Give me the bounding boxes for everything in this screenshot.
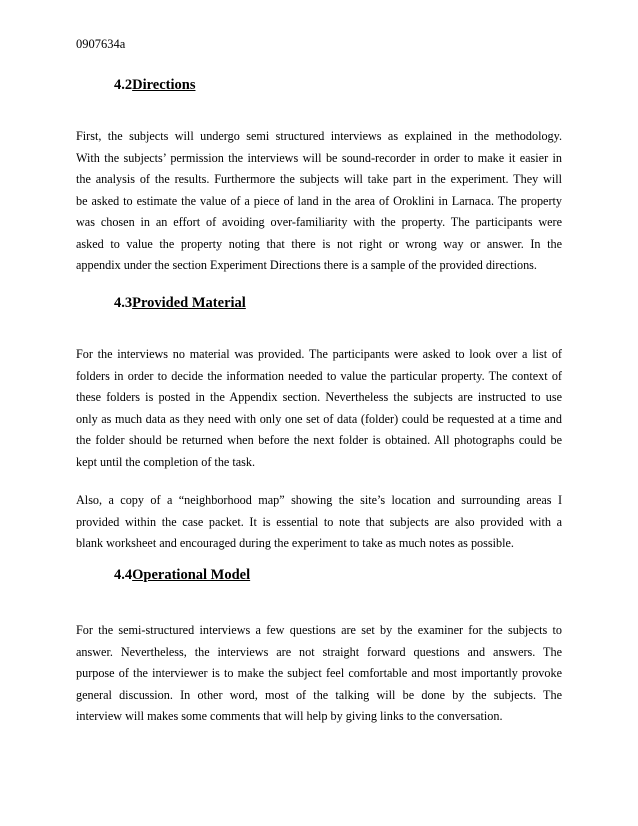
paragraph-provided-material-1: [76, 344, 562, 473]
text-line: be asked to estimate the value of a piece of land in the area of Oroklini in Larnaca. The property: [76, 193, 562, 208]
section-number: 4.4: [114, 567, 133, 583]
text-line: First, the subjects will undergo semi structured interviews as explained in the methodology.: [76, 129, 562, 143]
section-number: 4.3: [114, 295, 133, 311]
text-line: the folder should be returned when before the next folder is obtained. All photographs could be: [76, 433, 562, 447]
text-line: For the interviews no material was provided. The participants were asked to look over a list of: [76, 347, 562, 361]
section-heading-provided-material: [114, 294, 246, 312]
text-line: interview will makes some comments that will help by giving links to the conversation.: [76, 709, 503, 723]
section-title: Operational Model: [132, 567, 251, 583]
paragraph-directions: [76, 126, 562, 277]
text-line: general discussion. In other word, most of the talking will be done by the subjects. The: [76, 687, 562, 702]
section-number: 4.2: [114, 77, 133, 93]
text-line: Also, a copy of a “neighborhood map” showing the site’s location and surrounding areas I: [76, 493, 562, 507]
section-heading-directions: [114, 76, 196, 94]
text-line: blank worksheet and encouraged during the experiment to take as much notes as possible.: [76, 536, 514, 550]
section-title: Directions: [132, 77, 196, 93]
text-line: With the subjects’ permission the interviews will be sound-recorder in order to make it easier in: [76, 150, 562, 165]
text-line: appendix under the section Experiment Directions there is a sample of the provided directions.: [76, 258, 537, 272]
text-line: answer. Nevertheless, the interviews are not straight forward questions and answers. The: [76, 644, 562, 659]
text-line: the analysis of the results. Furthermore the subjects will take part in the experiment. They will: [76, 172, 562, 186]
section-heading-operational-model: [114, 566, 250, 584]
text-line: only as much data as they need with only one set of data (folder) could be requested at a time and: [76, 411, 562, 426]
text-line: folders in order to decide the information needed to value the particular property. The context of: [76, 368, 562, 383]
text-line: purpose of the interviewer is to make the subject feel comfortable and most importantly provoke: [76, 666, 562, 680]
text-line: provided within the case packet. It is essential to note that subjects are also provided with a: [76, 514, 562, 529]
text-line: these folders is posted in the Appendix section. Nevertheless the subjects are instructed to use: [76, 390, 562, 404]
document-id: 0907634a: [76, 37, 126, 51]
paragraph-provided-material-2: [76, 490, 562, 555]
section-title: Provided Material: [132, 295, 246, 311]
text-line: asked to value the property noting that there is not right or wrong way or answer. In the: [76, 236, 562, 251]
paragraph-operational-model: [76, 620, 562, 728]
text-line: was chosen in an effort of avoiding over-familiarity with the property. The participants were: [76, 215, 562, 229]
text-line: kept until the completion of the task.: [76, 454, 256, 469]
text-line: For the semi-structured interviews a few questions are set by the examiner for the subjects to: [76, 623, 562, 637]
